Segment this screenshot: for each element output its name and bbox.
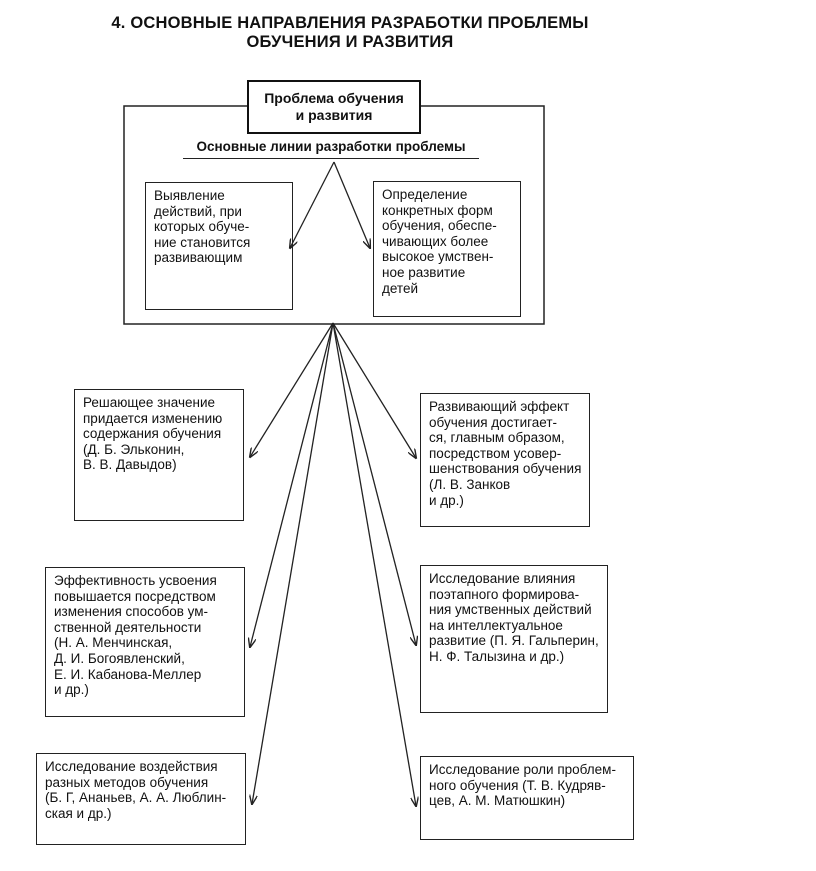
left-branch-box-1 <box>74 389 244 521</box>
box-text-line: В. В. Давыдов) <box>83 457 177 473</box>
box-text-line: содержания обучения <box>83 426 222 442</box>
main-lines-heading: Основные линии разработки проблемы <box>196 139 466 154</box>
box-text-line: ного обучения (Т. В. Кудряв- <box>429 777 606 793</box>
box-text-line: разных методов обучения <box>45 774 209 790</box>
inner-left-box <box>145 182 293 310</box>
right-branch-box-3 <box>420 756 634 840</box>
box-text-line: ская и др.) <box>45 805 112 821</box>
box-text-line: ние становится <box>154 234 251 250</box>
box-text-line: поэтапного формирова- <box>429 586 580 602</box>
box-text-line: ся, главным образом, <box>429 430 565 446</box>
left-branch-box-3 <box>36 753 246 845</box>
box-text-line: цев, А. М. Матюшкин) <box>429 793 566 809</box>
box-text-line: ния умственных действий <box>429 602 592 618</box>
box-text-line: на интеллектуальное <box>429 617 563 633</box>
box-text-line: (Б. Г, Ананьев, А. А. Люблин- <box>45 790 227 806</box>
box-text-line: Эффективность усвоения <box>54 573 217 588</box>
box-text-line: развивающим <box>154 250 243 266</box>
problem-box-line-2: и развития <box>295 107 373 123</box>
box-text-line: которых обуче- <box>154 219 250 235</box>
box-text-line: посредством усовер- <box>429 445 562 461</box>
box-text-line: ственной деятельности <box>54 619 202 635</box>
box-text-line: и др.) <box>429 492 464 508</box>
box-text-line: Н. Ф. Талызина и др.) <box>429 648 565 664</box>
box-text-line: действий, при <box>154 203 242 219</box>
title-line-2: ОБУЧЕНИЯ И РАЗВИТИЯ <box>246 33 454 51</box>
right-branch-box-2 <box>420 565 608 713</box>
box-text-line: шенствования обучения <box>429 461 582 477</box>
box-text-line: обучения достигает- <box>429 414 558 430</box>
box-text-line: (Л. В. Занков <box>429 476 511 492</box>
box-text-line: Определение <box>382 187 468 202</box>
lower-fan-arrows <box>250 323 416 806</box>
box-text-line: Исследование воздействия <box>45 759 218 774</box>
box-text-line: Исследование роли проблем- <box>429 762 616 777</box>
box-text-line: Развивающий эффект <box>429 399 570 414</box>
problem-box <box>247 80 421 134</box>
right-branch-box-1 <box>420 393 590 527</box>
box-text-line: Решающее значение <box>83 395 216 410</box>
box-text-line: (Д. Б. Эльконин, <box>83 441 185 457</box>
box-text-line: Д. И. Богоявленский, <box>54 650 185 666</box>
box-text-line: ное развитие <box>382 264 466 280</box>
box-text-line: обучения, обеспе- <box>382 218 497 234</box>
box-text-line: и др.) <box>54 682 89 698</box>
box-text-line: (Н. А. Менчинская, <box>54 635 173 651</box>
box-text-line: Выявление <box>154 188 225 203</box>
box-text-line: чивающих более <box>382 233 489 249</box>
problem-box-line-1: Проблема обучения <box>264 90 404 106</box>
box-text-line: Е. И. Кабанова-Меллер <box>54 666 202 682</box>
left-branch-box-2 <box>45 567 245 717</box>
box-text-line: Исследование влияния <box>429 571 576 586</box>
box-text-line: детей <box>382 280 419 296</box>
title-line-1: 4. ОСНОВНЫЕ НАПРАВЛЕНИЯ РАЗРАБОТКИ ПРОБЛЕМЫ <box>111 14 589 32</box>
box-text-line: изменения способов ум- <box>54 604 209 620</box>
box-text-line: повышается посредством <box>54 588 216 604</box>
upper-fork-arrows <box>290 162 370 248</box>
inner-right-box <box>373 181 521 317</box>
box-text-line: развитие (П. Я. Гальперин, <box>429 633 599 649</box>
box-text-line: придается изменению <box>83 410 223 426</box>
box-text-line: высокое умствен- <box>382 249 494 265</box>
heading-underline <box>183 158 479 159</box>
box-text-line: конкретных форм <box>382 202 493 218</box>
